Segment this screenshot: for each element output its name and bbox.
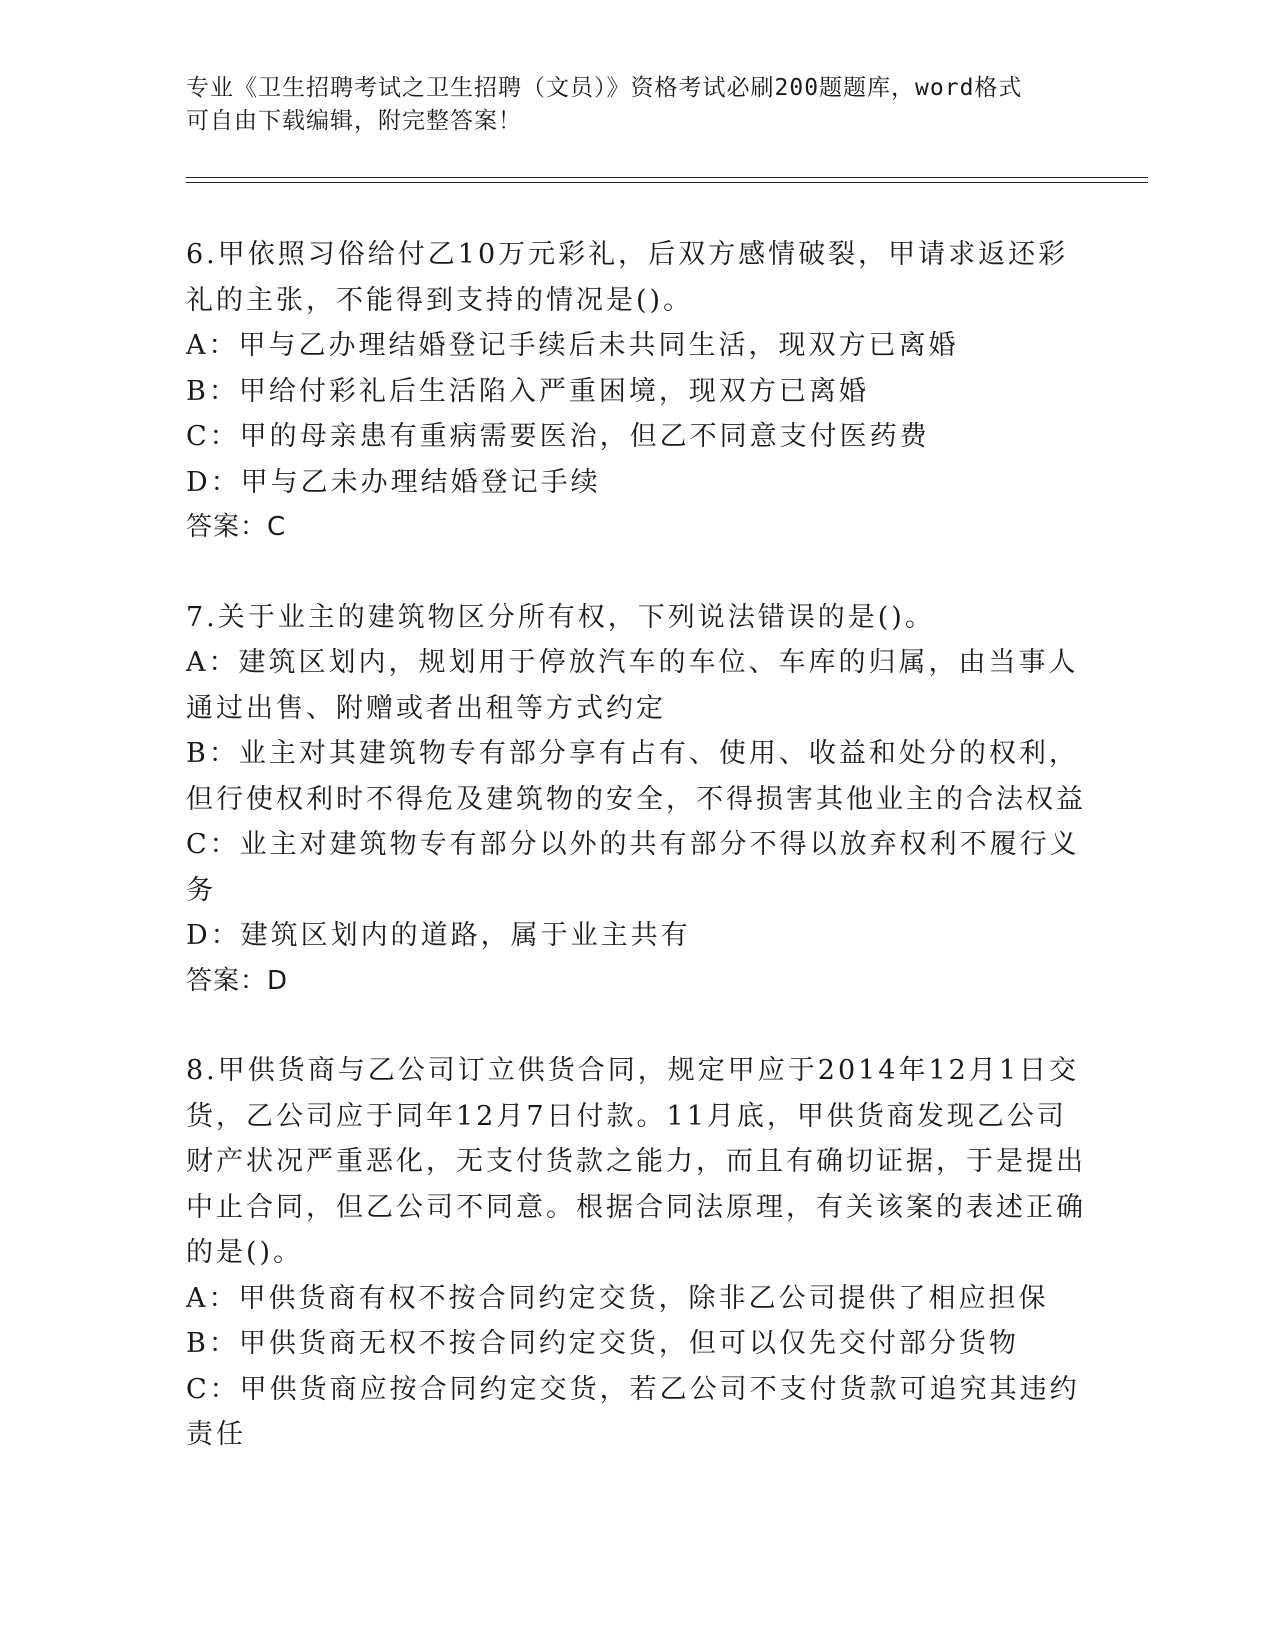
answer-text: 答案：D [186, 965, 289, 996]
question-8 [186, 1048, 1086, 1458]
option-d: D：甲与乙未办理结婚登记手续 [186, 466, 601, 498]
question-7 [186, 595, 1086, 1005]
answer-text: 答案：C [186, 512, 287, 542]
option-b: B：业主对其建筑物专有部分享有占有、使用、收益和处分的权利，但行使权利时不得危及建筑物的安全，不得损害其他业主的合法权益 [186, 738, 1086, 815]
option-b: B：甲给付彩礼后生活陷入严重困境，现双方已离婚 [186, 375, 869, 407]
question-6 [186, 232, 1086, 551]
option-a: A：甲供货商有权不按合同约定交货，除非乙公司提供了相应担保 [186, 1282, 1049, 1314]
question-stem: 6.甲依照习俗给付乙10万元彩礼，后双方感情破裂，甲请求返还彩礼的主张，不能得到支持的情况是()。 [186, 239, 1069, 316]
question-list [186, 232, 1086, 1502]
question-stem: 8.甲供货商与乙公司订立供货合同，规定甲应于2014年12月1日交货，乙公司应于同年12月7日付款。11月底，甲供货商发现乙公司财产状况严重恶化，无支付货款之能力，而且有确切证据，于是提出中止合同，但乙公司不同意。根据合同法原理，有关该案的表述正确的是()。 [186, 1055, 1086, 1268]
option-d: D：建筑区划内的道路，属于业主共有 [186, 920, 691, 951]
question-stem: 7.关于业主的建筑物区分所有权，下列说法错误的是()。 [186, 601, 935, 633]
option-c: C：甲的母亲患有重病需要医治，但乙不同意支付医药费 [186, 421, 930, 452]
option-b: B：甲供货商无权不按合同约定交货，但可以仅先交付部分货物 [186, 1328, 1019, 1359]
document-header [186, 72, 1076, 138]
header-title-line-1: 专业《卫生招聘考试之卫生招聘（文员）》资格考试必刷200题题库，word格式 [186, 75, 1023, 101]
header-title-line-2: 可自由下载编辑，附完整答案！ [186, 108, 522, 134]
option-a: A：甲与乙办理结婚登记手续后未共同生活，现双方已离婚 [186, 330, 959, 361]
option-c: C：业主对建筑物专有部分以外的共有部分不得以放弃权利不履行义务 [186, 829, 1080, 906]
option-a: A：建筑区划内，规划用于停放汽车的车位、车库的归属，由当事人通过出售、附赠或者出租等方式约定 [186, 647, 1079, 724]
option-c: C：甲供货商应按合同约定交货，若乙公司不支付货款可追究其违约责任 [186, 1373, 1080, 1450]
header-double-rule [186, 177, 1148, 183]
